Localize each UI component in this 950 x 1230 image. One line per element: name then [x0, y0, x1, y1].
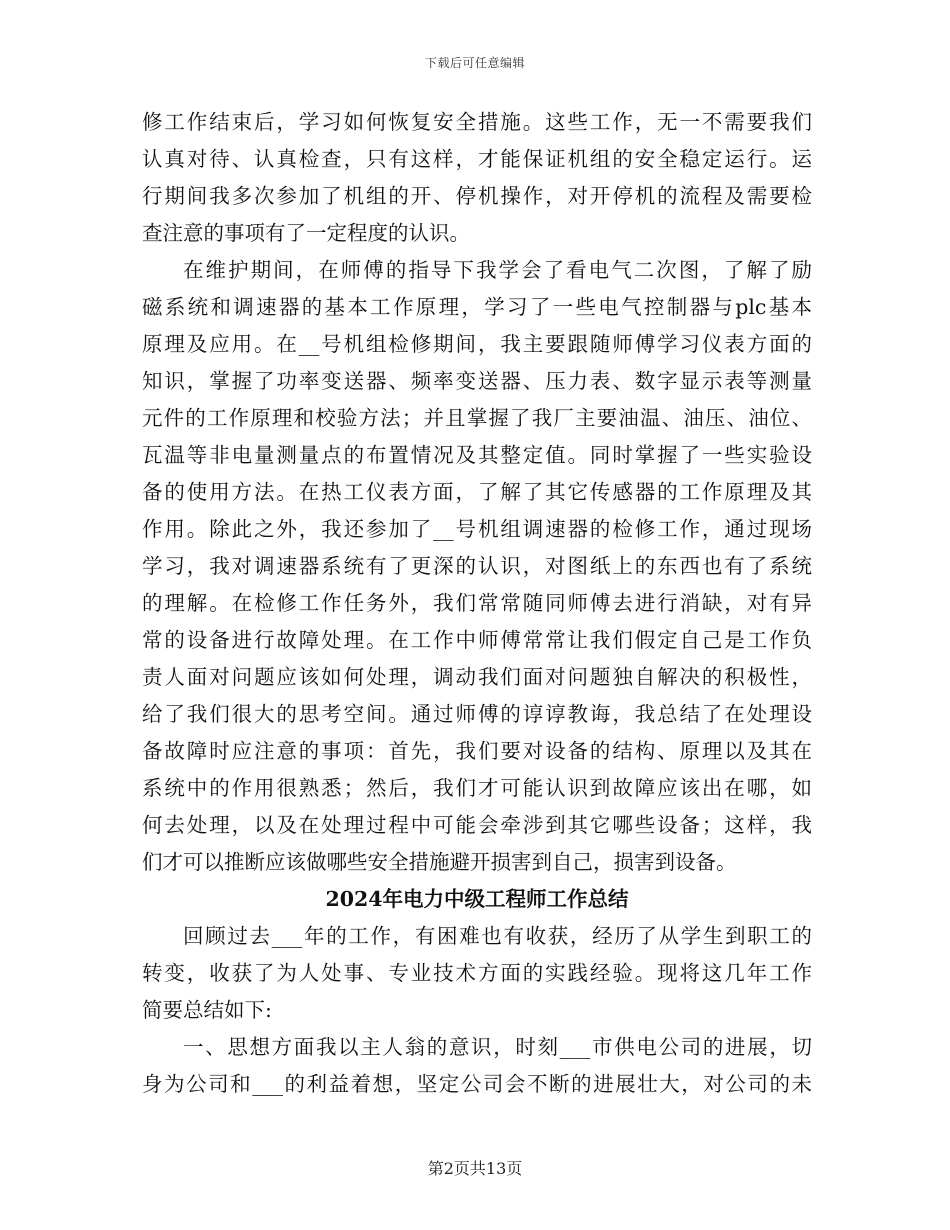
text-line: 责人面对问题应该如何处理，调动我们面对问题独自解决的积极性，: [142, 665, 812, 689]
paragraph: [142, 1029, 812, 1103]
text-line: 身为公司和___的利益着想，坚定公司会不断的进展壮大，对公司的未: [142, 1072, 812, 1096]
text-line: 元件的工作原理和校验方法；并且掌握了我厂主要油温、油压、油位、: [142, 406, 812, 430]
text-line: 作用。除此之外，我还参加了__号机组调速器的检修工作，通过现场: [142, 517, 812, 541]
text-line: 学习，我对调速器系统有了更深的认识，对图纸上的东西也有了系统: [142, 554, 812, 578]
text-line: 一、思想方面我以主人翁的意识，时刻___市供电公司的进展，切: [183, 1035, 812, 1059]
text-line: 转变，收获了为人处事、专业技术方面的实践经验。现将这几年工作: [142, 961, 812, 985]
text-line: 原理及应用。在__号机组检修期间，我主要跟随师傅学习仪表方面的: [142, 332, 812, 356]
text-line: 行期间我多次参加了机组的开、停机操作，对开停机的流程及需要检: [142, 184, 812, 208]
document-body: [142, 104, 812, 1103]
section-title: 2024年电力中级工程师工作总结: [325, 887, 629, 911]
paragraph: [142, 918, 812, 1029]
text-line: 的理解。在检修工作任务外，我们常常随同师傅去进行消缺，对有异: [142, 591, 812, 615]
text-line: 认真对待、认真检查，只有这样，才能保证机组的安全稳定运行。运: [142, 147, 812, 171]
text-line: 磁系统和调速器的基本工作原理，学习了一些电气控制器与plc基本: [142, 295, 812, 319]
text-line: 备的使用方法。在热工仪表方面，了解了其它传感器的工作原理及其: [142, 480, 812, 504]
text-line: 们才可以推断应该做哪些安全措施避开损害到自己，损害到设备。: [142, 850, 737, 874]
text-line: 备故障时应注意的事项：首先，我们要对设备的结构、原理以及其在: [142, 739, 812, 763]
page-number: 第2页共13页: [427, 1159, 523, 1178]
text-line: 常的设备进行故障处理。在工作中师傅常常让我们假定自己是工作负: [142, 628, 812, 652]
text-line: 简要总结如下:: [142, 998, 272, 1022]
text-line: 知识，掌握了功率变送器、频率变送器、压力表、数字显示表等测量: [142, 369, 812, 393]
header-note: 下载后可任意编辑: [424, 56, 525, 70]
paragraph: [142, 104, 812, 252]
text-line: 回顾过去___年的工作，有困难也有收获，经历了从学生到职工的: [183, 924, 812, 948]
paragraph: [142, 252, 812, 881]
text-line: 何去处理，以及在处理过程中可能会牵涉到其它哪些设备；这样，我: [142, 813, 812, 837]
text-line: 给了我们很大的思考空间。通过师傅的谆谆教诲，我总结了在处理设: [142, 702, 812, 726]
text-line: 系统中的作用很熟悉；然后，我们才可能认识到故障应该出在哪，如: [142, 776, 812, 800]
text-line: 修工作结束后，学习如何恢复安全措施。这些工作，无一不需要我们: [142, 110, 812, 134]
text-line: 瓦温等非电量测量点的布置情况及其整定值。同时掌握了一些实验设: [142, 443, 812, 467]
text-line: 查注意的事项有了一定程度的认识。: [142, 221, 470, 245]
text-line: 在维护期间，在师傅的指导下我学会了看电气二次图，了解了励: [183, 258, 812, 282]
